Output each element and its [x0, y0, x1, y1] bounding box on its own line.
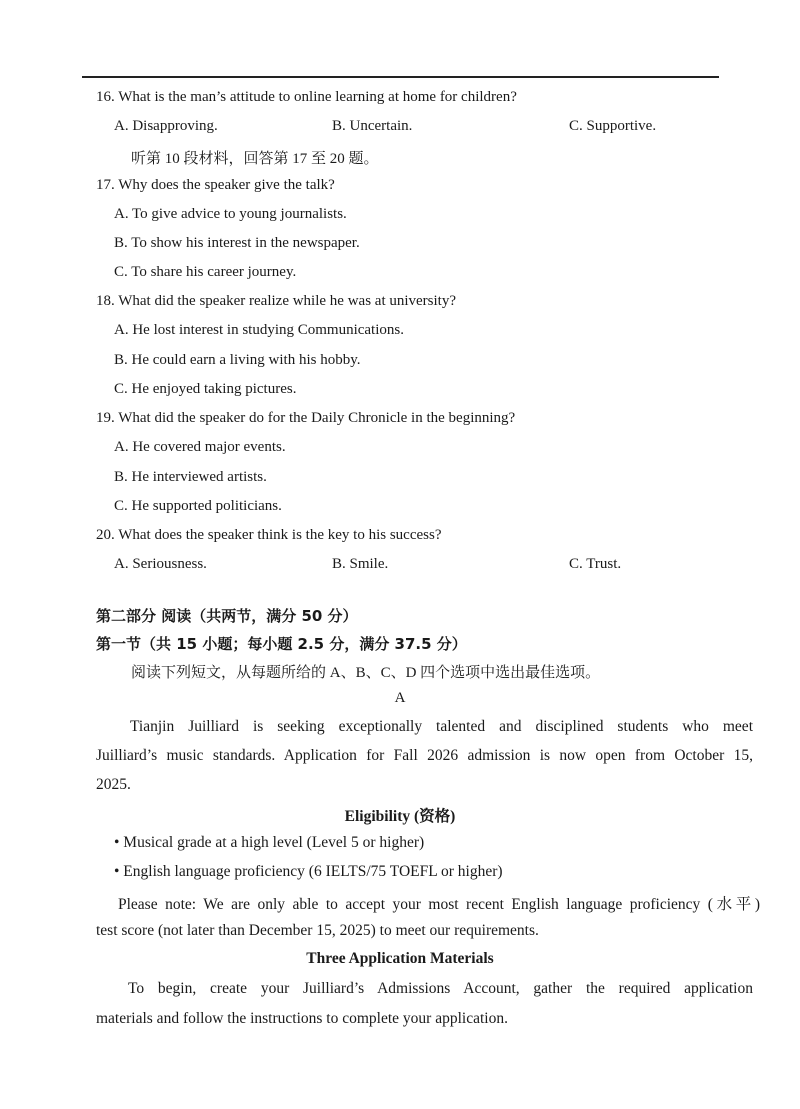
materials-line-1: To begin, create your Juilliard’s Admissions Account, gather the required application [128, 980, 753, 997]
intro-line-3: 2025. [96, 776, 131, 793]
q20-option-a: A. Seriousness. [114, 556, 207, 572]
eligibility-heading: Eligibility (资格) [344, 808, 456, 825]
note-line-1: Please note: We are only able to accept your most recent English language proficiency (水平) [118, 896, 760, 913]
q18-option-a: A. He lost interest in studying Communications. [114, 322, 404, 338]
reading-instruction: 阅读下列短文，从每题所给的 A、B、C、D 四个选项中选出最佳选项。 [131, 665, 601, 681]
q18-option-b: B. He could earn a living with his hobby. [114, 352, 361, 368]
eligibility-item-1: • Musical grade at a high level (Level 5 or higher) [114, 834, 425, 851]
question-16: 16. What is the man’s attitude to online learning at home for children? [96, 89, 517, 105]
part-two-title: 第二部分 阅读（共两节，满分 50 分） [96, 607, 358, 625]
q20-option-c: C. Trust. [569, 556, 622, 572]
section-one-title: 第一节（共 15 小题；每小题 2.5 分，满分 37.5 分） [96, 635, 467, 653]
q16-option-c: C. Supportive. [569, 118, 657, 134]
question-19: 19. What did the speaker do for the Daily Chronicle in the beginning? [96, 410, 516, 426]
passage-label: A [394, 690, 406, 706]
q19-option-a: A. He covered major events. [114, 439, 286, 455]
q20-option-b: B. Smile. [332, 556, 389, 572]
eligibility-item-2: • English language proficiency (6 IELTS/75 TOEFL or higher) [114, 863, 503, 880]
question-18: 18. What did the speaker realize while he was at university? [96, 293, 457, 309]
q17-option-b: B. To show his interest in the newspaper. [114, 235, 360, 251]
materials-heading: Three Application Materials [306, 950, 494, 967]
intro-line-2: Juilliard’s music standards. Application for Fall 2026 admission is now open from October 15, [96, 747, 753, 764]
q18-option-c: C. He enjoyed taking pictures. [114, 381, 297, 397]
intro-line-1: Tianjin Juilliard is seeking exceptionally talented and disciplined students who meet [130, 718, 753, 735]
materials-line-2: materials and follow the instructions to complete your application. [96, 1010, 508, 1027]
instruction-17-20: 听第 10 段材料，回答第 17 至 20 题。 [131, 151, 379, 167]
question-20: 20. What does the speaker think is the key to his success? [96, 527, 442, 543]
q16-option-b: B. Uncertain. [332, 118, 413, 134]
q19-option-c: C. He supported politicians. [114, 498, 282, 514]
q17-option-c: C. To share his career journey. [114, 264, 297, 280]
header-rule [82, 76, 719, 78]
question-17: 17. Why does the speaker give the talk? [96, 177, 335, 193]
note-line-2: test score (not later than December 15, 2025) to meet our requirements. [96, 922, 539, 939]
q16-option-a: A. Disapproving. [114, 118, 218, 134]
q17-option-a: A. To give advice to young journalists. [114, 206, 347, 222]
q19-option-b: B. He interviewed artists. [114, 469, 267, 485]
